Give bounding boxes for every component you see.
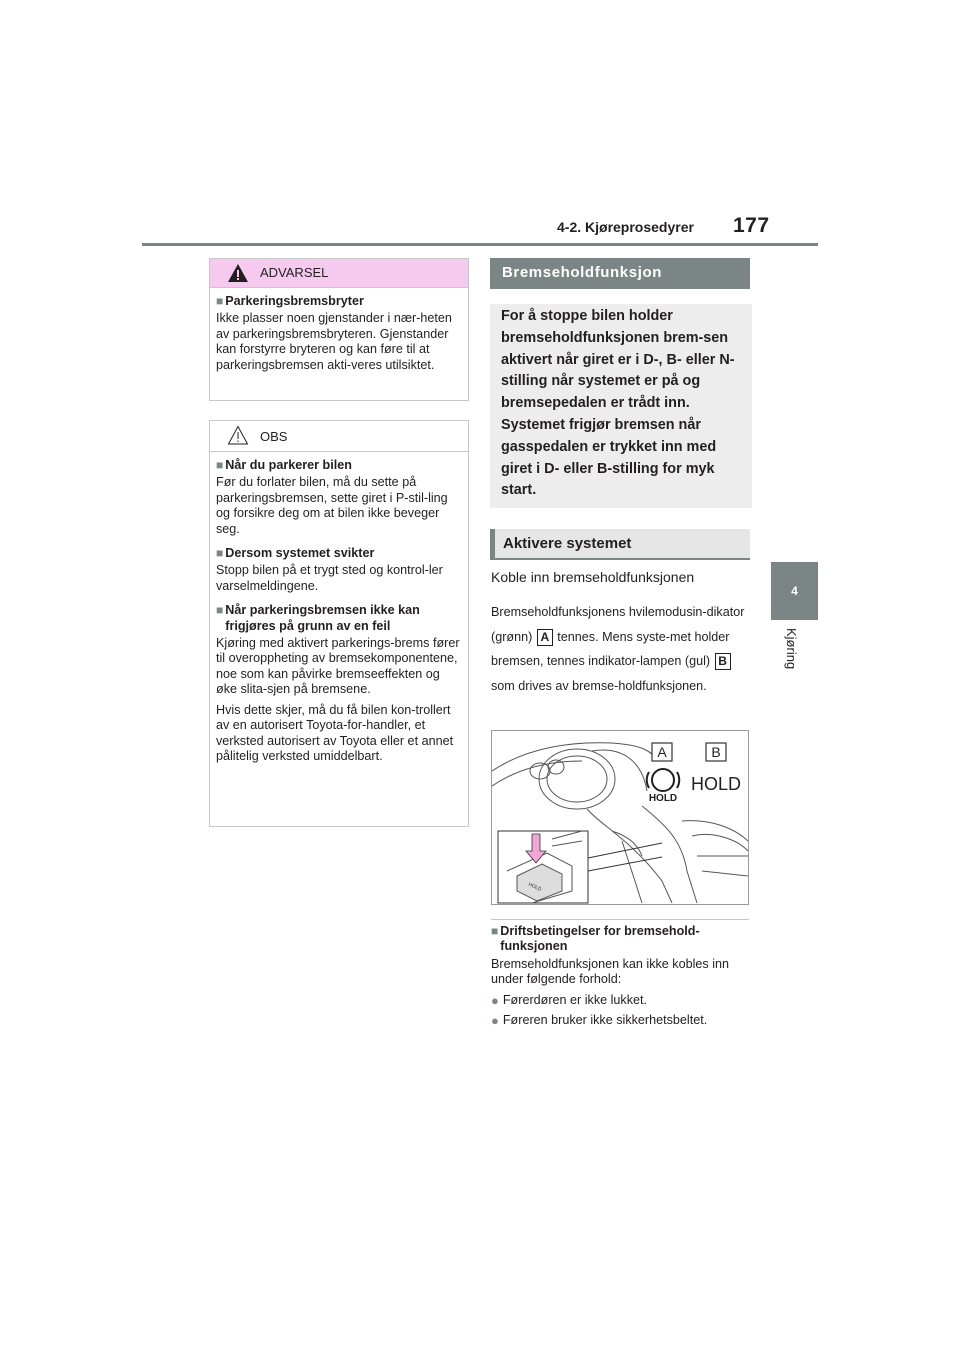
label-a-box: A [537,629,553,646]
warning-text: Ikke plasser noen gjenstander i nær-heten av parkeringsbremsbryteren. Gjenstander kan forstyrre bryteren og kan føre til at parkeringsbremsen akti-veres utilsiktet. [216,311,452,372]
obs-title: OBS [260,429,288,444]
conditions-heading-text: Driftsbetingelser for bremsehold-funksjonen [500,924,700,954]
dashboard-drawing [492,731,748,904]
square-bullet-icon: ■ [491,924,499,938]
obs-heading-1 [216,458,461,473]
label-b-box: B [715,653,731,670]
obs-heading-2 [216,546,461,561]
conditions [491,924,753,1028]
chapter-label: Kjøring [784,628,799,670]
warning-heading [216,294,461,309]
hold-lamp-label: HOLD [690,774,742,794]
description [491,600,753,698]
condition-item [491,1013,753,1028]
intro-box [490,304,752,508]
header-rule [142,243,818,246]
obs-header [210,421,468,452]
obs-heading-3 [216,603,461,634]
brake-hold-banner: Bremseholdfunksjon [490,258,750,289]
obs-heading-1-text: Når du parkerer bilen [225,458,352,472]
obs-heading-2-text: Dersom systemet svikter [225,546,375,561]
obs-heading-3-text: Når parkeringsbremsen ikke kan frigjøres på grunn av en feil [225,603,420,633]
conditions-heading [491,924,753,955]
warning-triangle-icon [227,263,249,283]
obs-text-1: Før du forlater bilen, må du sette på parkeringsbremsen, sette giret i P-stil-ling og forsikre deg om at bilen ikke beveger seg. [216,475,448,536]
warning-heading-text: Parkeringsbremsbryter [225,294,364,308]
hold-indicator-icon [647,769,680,804]
hold-icon-label: HOLD [648,793,678,804]
warning-box [209,258,469,401]
obs-section-failure [216,546,461,594]
step-text: Koble inn bremseholdfunksjonen [491,569,695,585]
square-bullet-icon: ■ [216,458,224,472]
conditions-text: Bremseholdfunksjonen kan ikke kobles inn under følgende forhold: [491,956,730,987]
conditions-rule [491,919,749,920]
condition-item-text: Førerdøren er ikke lukket. [502,992,648,1007]
chapter-tab: 4 [771,562,818,620]
dashboard-illustration [491,730,749,905]
illus-button-label: HOLD [527,881,543,893]
illus-label-a: A [657,744,667,760]
round-bullet-icon: ● [491,992,499,1008]
desc-part-2: tennes. Mens syste-met holder bremsen, tennes indikator-lampen (gul) [491,629,730,669]
warning-header [210,259,468,288]
description-text [491,600,753,698]
desc-part-1: Bremseholdfunksjonens hvilemodusin-dikator (grønn) [491,605,745,644]
page-number: 177 [733,214,770,237]
condition-item [491,993,753,1008]
square-bullet-icon: ■ [216,546,224,561]
condition-item-text: Føreren bruker ikke sikkerhetsbeltet. [502,1013,708,1028]
obs-section-release [216,603,461,764]
obs-section-parking [216,458,461,537]
square-bullet-icon: ■ [216,603,224,618]
obs-box [209,420,469,827]
round-bullet-icon: ● [491,1013,499,1029]
illus-label-b: B [711,744,721,760]
warning-title: ADVARSEL [260,265,329,280]
desc-part-3: som drives av bremse-holdfunksjonen. [491,678,707,693]
obs-text-2: Stopp bilen på et trygt sted og kontrol-ler varselmeldingene. [216,563,443,593]
obs-text-3b: Hvis dette skjer, må du få bilen kon-trollert av en autorisert Toyota-for-handler, et verksted autorisert av Toyota eller et annet pålitelig verksted umiddelbart. [216,702,454,763]
section-title: 4-2. Kjøreprosedyrer [557,219,694,235]
activate-banner: Aktivere systemet [490,529,750,560]
obs-text-3: Kjøring med aktivert parkerings-brems fører til overoppheting av bremsekomponentene, noe som kan påvirke bremseeffekten og øke slita-sjen på bremsene. [216,636,460,697]
square-bullet-icon: ■ [216,294,224,308]
intro-text: For å stoppe bilen holder bremseholdfunksjonen brem-sen aktivert når giret er i D-, B- eller N-stilling når systemet er på og bremsepedalen er trådt inn. Systemet frigjør bremsen når gasspedalen er trykket inn med giret i D- eller B-stilling for myk start. [501,308,735,499]
caution-triangle-icon [227,425,249,445]
